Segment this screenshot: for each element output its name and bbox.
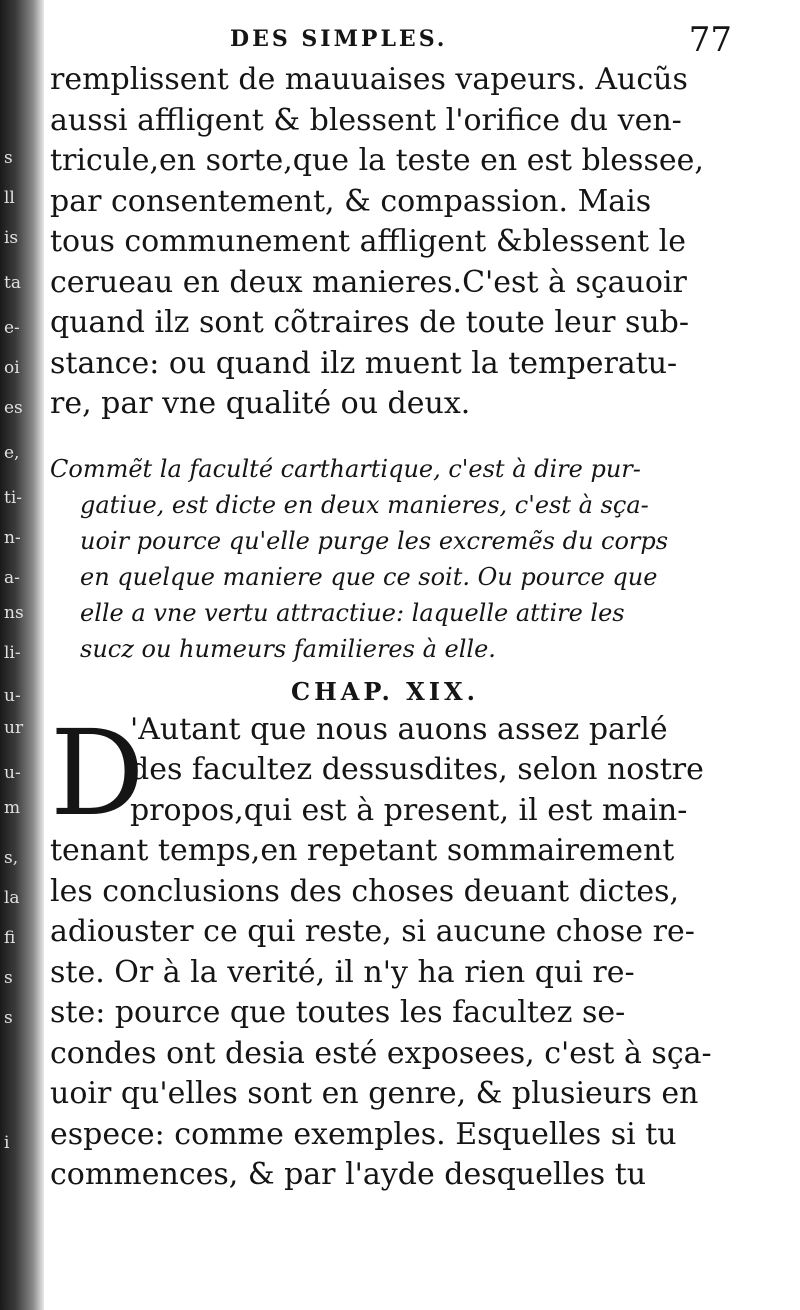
margin-fragment: n- — [4, 528, 21, 548]
text-line: espece: comme exemples. Esquelles si tu — [50, 1116, 677, 1152]
text-line: aussi affligent & blessent l'orifice du ven- — [50, 102, 682, 138]
text-line: tenant temps,en repetant sommairement — [50, 833, 675, 868]
margin-fragment: es — [4, 398, 23, 418]
margin-fragment: ur — [4, 718, 24, 738]
text-line: tricule,en sorte,que la teste en est blessee, — [50, 143, 704, 178]
margin-fragment: la — [4, 888, 20, 908]
margin-fragment: m — [4, 798, 21, 818]
margin-fragment: u- — [4, 763, 21, 783]
margin-fragment: s — [4, 148, 13, 168]
text-line: remplissent de mauuaises vapeurs. Aucũs — [50, 62, 688, 97]
margin-fragment: ta — [4, 273, 21, 293]
text-line: 'Autant que nous auons assez parlé — [130, 711, 668, 747]
margin-fragment: e, — [4, 443, 20, 463]
body-text-top — [50, 60, 720, 425]
margin-fragment: ns — [4, 603, 24, 623]
text-line: des facultez dessusdites, selon nostre — [130, 752, 704, 787]
margin-fragment: li- — [4, 643, 21, 663]
book-page — [50, 20, 732, 1196]
running-title: DES SIMPLES. — [230, 26, 448, 52]
margin-fragment: is — [4, 228, 19, 248]
margin-fragment: e- — [4, 318, 20, 338]
text-line: uoir qu'elles sont en genre, & plusieurs en — [50, 1076, 699, 1111]
summary-line: en quelque maniere que ce soit. Ou pource que — [80, 562, 658, 591]
margin-fragment: ll — [4, 188, 15, 208]
text-line: quand ilz sont cõtraires de toute leur sub- — [50, 305, 690, 340]
text-line: tous communement affligent &blessent le — [50, 224, 686, 259]
text-line: cerueau en deux manieres.C'est à sçauoir — [50, 264, 687, 300]
text-line: stance: ou quand ilz muent la temperatu- — [50, 345, 678, 381]
page-number: 77 — [688, 20, 732, 60]
margin-fragment: i — [4, 1133, 10, 1153]
margin-fragment: ti- — [4, 488, 23, 508]
chapter-summary — [50, 451, 720, 667]
margin-fragment: s — [4, 968, 13, 988]
margin-fragment: s — [4, 1008, 13, 1028]
drop-cap: D — [50, 703, 145, 842]
margin-fragment: a- — [4, 568, 20, 588]
text-line: adiouster ce qui reste, si aucune chose re- — [50, 914, 695, 949]
margin-fragment: s, — [4, 848, 19, 868]
text-line: propos,qui est à present, il est main- — [130, 792, 688, 828]
text-line: ste: pource que toutes les facultez se- — [50, 995, 626, 1030]
summary-line: sucz ou humeurs familieres à elle. — [80, 634, 496, 663]
text-line: les conclusions des choses deuant dictes, — [50, 873, 680, 909]
text-line: commences, & par l'ayde desquelles tu — [50, 1157, 647, 1192]
summary-line: elle a vne vertu attractiue: laquelle attire les — [80, 598, 625, 627]
summary-line: uoir pource qu'elle purge les excremẽs du corps — [80, 526, 669, 555]
text-line: ste. Or à la verité, il n'y ha rien qui re- — [50, 954, 635, 990]
body-text-bottom — [50, 703, 720, 1196]
margin-fragment: fi — [4, 928, 16, 948]
running-head — [50, 20, 732, 60]
text-line: par consentement, & compassion. Mais — [50, 183, 652, 219]
binding-gutter — [0, 0, 44, 1310]
text-line: re, par vne qualité ou deux. — [50, 386, 471, 421]
chapter-heading: CHAP. XIX. — [290, 676, 479, 706]
summary-line: Commẽt la faculté carthartique, c'est à dire pur- — [50, 454, 641, 483]
text-line: condes ont desia esté exposees, c'est à sça- — [50, 1035, 712, 1071]
margin-fragment: oi — [4, 358, 20, 378]
margin-fragment: u- — [4, 686, 21, 706]
summary-line: gatiue, est dicte en deux manieres, c'est à sça- — [80, 490, 649, 519]
